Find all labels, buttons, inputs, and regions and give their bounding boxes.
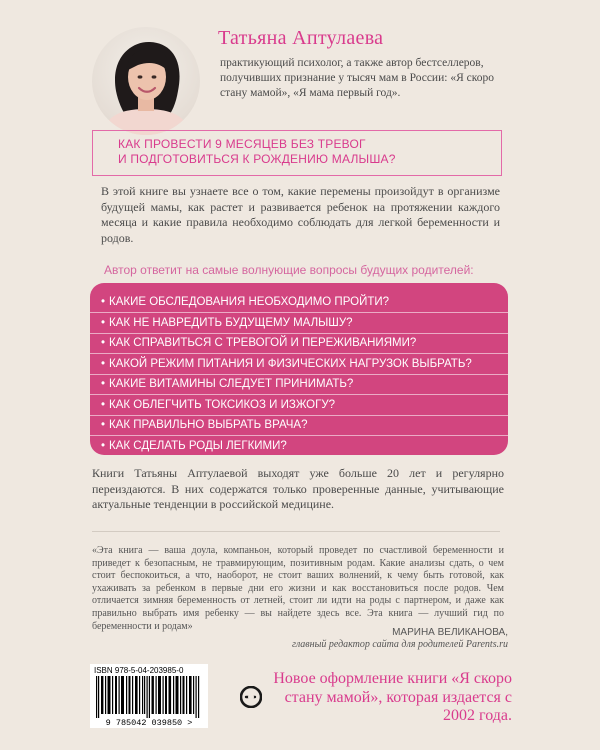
bullet-icon: •	[101, 337, 106, 349]
questions-panel	[90, 283, 508, 455]
question-text: КАК СПРАВИТЬСЯ С ТРЕВОГОЙ И ПЕРЕЖИВАНИЯМИ?	[109, 337, 417, 349]
question-item	[90, 354, 508, 375]
headline	[118, 137, 488, 167]
review-quote: «Эта книга — ваша доула, компаньон, который проведет по счастливой беременности и приведет к безопасным, не травмирующим, позитивным родам. Какие анализы сдать, о чем стоит беспокоиться, а что, наоборот, не стоит ваших волнений, к чему быть готовой, как ухаживать за ребенком в первые дни его жизни и как восстановиться после родов. Чем отличается зимняя беременность от летней, стоит ли идти на роды с партнером, и даже как правильно выбрать имя ребенку — вы найдете здесь все. Эта книга — лучший гид по беременности и родам»	[92, 545, 504, 632]
questions-list	[90, 292, 508, 456]
question-text: КАК НЕ НАВРЕДИТЬ БУДУЩЕМУ МАЛЫШУ?	[109, 316, 353, 329]
questions-lead: Автор ответит на самые волнующие вопросы будущих родителей:	[104, 263, 474, 277]
headline-line-1: КАК ПРОВЕСТИ 9 МЕСЯЦЕВ БЕЗ ТРЕВОГ	[118, 137, 366, 151]
bullet-icon: •	[101, 357, 106, 370]
promo-text: Новое оформление книги «Я скоро стану мамой», которая издается с 2002 года.	[273, 670, 512, 724]
about-books-paragraph: Книги Татьяны Аптулаевой выходят уже больше 20 лет и регулярно переиздаются. В них содержатся только проверенные данные, учитывающие актуальные тенденции в российской медицине.	[92, 466, 504, 512]
author-bio: практикующий психолог, а также автор бестселлеров, получивших признание у тысяч мам в России: «Я скоро стану мамой», «Я мама первый год».	[220, 57, 494, 99]
question-text: КАК ПРАВИЛЬНО ВЫБРАТЬ ВРАЧА?	[109, 419, 308, 431]
question-text: КАК СДЕЛАТЬ РОДЫ ЛЕГКИМИ?	[109, 439, 287, 452]
question-item	[90, 313, 508, 334]
isbn-text: ISBN 978-5-04-203985-0	[94, 666, 184, 675]
barcode-bars-icon	[94, 676, 204, 718]
question-text: КАК ОБЛЕГЧИТЬ ТОКСИКОЗ И ИЗЖОГУ?	[109, 398, 336, 411]
divider	[92, 531, 500, 532]
bullet-icon: •	[101, 296, 106, 308]
question-item	[90, 374, 508, 395]
quote-author-title: главный редактор сайта для родителей Parents.ru	[292, 639, 508, 650]
quote-author-name: МАРИНА ВЕЛИКАНОВА,	[392, 627, 508, 638]
bullet-icon: •	[101, 419, 106, 431]
question-item	[90, 395, 508, 416]
question-item	[90, 436, 508, 457]
barcode	[90, 664, 208, 728]
question-item	[90, 292, 508, 313]
author-portrait-icon	[92, 27, 200, 135]
question-text: КАКИЕ ОБСЛЕДОВАНИЯ НЕОБХОДИМО ПРОЙТИ?	[109, 296, 390, 308]
headline-line-2: И ПОДГОТОВИТЬСЯ К РОЖДЕНИЮ МАЛЫША?	[118, 152, 396, 166]
question-text: КАКОЙ РЕЖИМ ПИТАНИЯ И ФИЗИЧЕСКИХ НАГРУЗОК ВЫБРАТЬ?	[109, 357, 472, 370]
author-photo	[92, 27, 200, 135]
bullet-icon: •	[101, 316, 106, 329]
bullet-icon: •	[101, 378, 106, 390]
barcode-digits: 9 785042 039850 >	[105, 718, 193, 728]
author-name: Татьяна Аптулаева	[218, 27, 384, 49]
eksmo-logo-icon	[240, 686, 262, 708]
intro-paragraph: В этой книге вы узнаете все о том, какие перемены произойдут в организме будущей мамы, как растет и развивается ребенок на протяжении каждого месяца и какие правила необходимо соблюдать для легкой беременности и родов.	[101, 184, 500, 245]
question-item	[90, 333, 508, 354]
bullet-icon: •	[101, 439, 106, 452]
bullet-icon: •	[101, 398, 106, 411]
question-item	[90, 415, 508, 436]
question-text: КАКИЕ ВИТАМИНЫ СЛЕДУЕТ ПРИНИМАТЬ?	[109, 378, 354, 390]
